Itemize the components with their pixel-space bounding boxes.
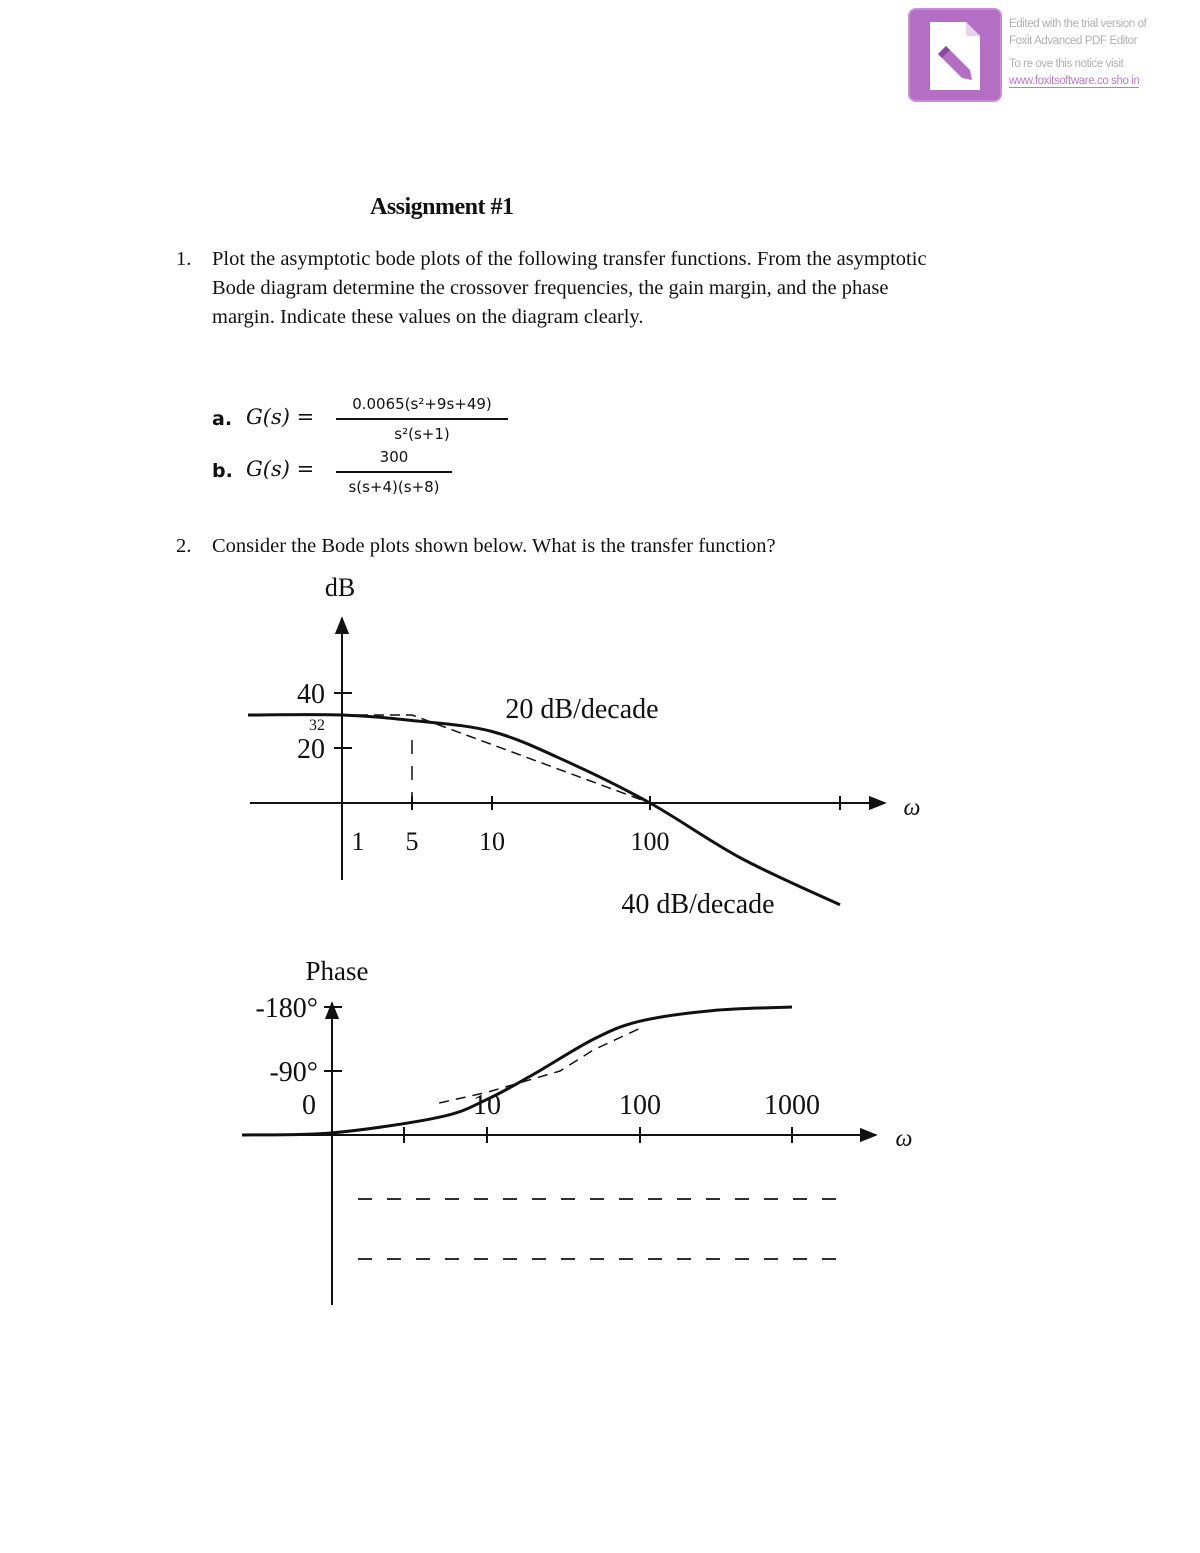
watermark-link[interactable]: www.foxitsoftware.co sho in (1009, 75, 1140, 87)
formula-a-denominator: s²(s+1) (394, 425, 450, 443)
magnitude-x-tick-label: 100 (630, 827, 670, 856)
magnitude-y-tick-label: 20 (297, 734, 325, 765)
magnitude-y-tick-label: 40 (297, 679, 325, 710)
phase-x-tick-label: 10 (473, 1090, 501, 1121)
magnitude-asymptote (342, 715, 650, 803)
question-1-line-1: Plot the asymptotic bode plots of the following transfer functions. From the asymptotic (212, 248, 927, 270)
watermark-line-1: Edited with the trial version of (1009, 18, 1147, 30)
question-1-line-3: margin. Indicate these values on the diagram clearly. (212, 306, 644, 328)
magnitude-curve (248, 715, 840, 905)
slope-annotation-40: 40 dB/decade (621, 889, 775, 920)
formula-b-denominator: s(s+4)(s+8) (348, 478, 440, 496)
question-1-line-2: Bode diagram determine the crossover frequencies, the gain margin, and the phase (212, 277, 889, 299)
magnitude-plot (248, 573, 920, 920)
formula-a-lhs: G(s) = (246, 405, 315, 429)
magnitude-extra-label: 32 (309, 717, 325, 734)
phase-y-tick-label: -180° (255, 993, 318, 1024)
page-title: Assignment #1 (370, 194, 514, 220)
formula-b-numerator: 300 (379, 448, 409, 466)
formula-a-label: a. (212, 408, 233, 430)
magnitude-x-tick-label: 1 (351, 827, 365, 856)
question-2-text: Consider the Bode plots shown below. What is the transfer function? (212, 535, 776, 557)
magnitude-y-label: dB (324, 573, 356, 602)
magnitude-x-tick-label: 5 (405, 827, 419, 856)
magnitude-x-label: ω (903, 795, 921, 821)
phase-y-tick-label: -90° (269, 1057, 318, 1088)
slope-annotation-20: 20 dB/decade (505, 694, 659, 725)
formula-b-label: b. (212, 460, 233, 482)
question-1-number: 1. (176, 248, 192, 270)
phase-x-tick-label: 100 (619, 1090, 661, 1121)
phase-x-tick-label: 1000 (764, 1090, 820, 1121)
phase-y-label: Phase (305, 956, 369, 986)
formula-a-numerator: 0.0065(s²+9s+49) (352, 395, 492, 413)
phase-x-label: ω (895, 1126, 913, 1152)
watermark-line-2: Foxit Advanced PDF Editor (1009, 35, 1138, 47)
watermark-line-3: To re ove this notice visit (1009, 58, 1124, 70)
phase-y-tick-label: 0 (302, 1090, 316, 1121)
formula-b-lhs: G(s) = (246, 457, 315, 481)
phase-asymptote (439, 1028, 640, 1103)
phase-plot (242, 956, 912, 1305)
question-2-number: 2. (176, 535, 192, 557)
magnitude-x-tick-label: 10 (479, 827, 505, 856)
